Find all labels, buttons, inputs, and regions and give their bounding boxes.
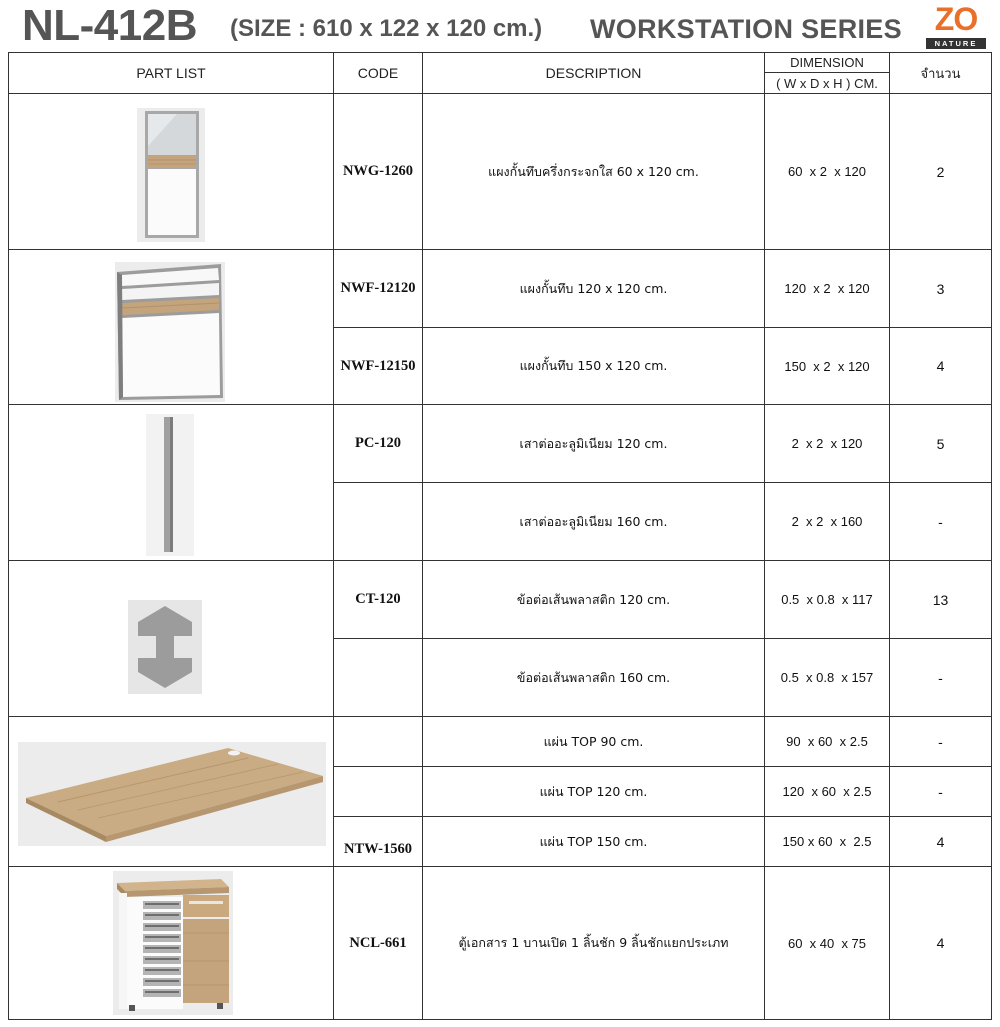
row-dimension: 0.5 x 0.8 x 157	[780, 670, 874, 685]
row-dimension: 60 x 2 x 120	[787, 164, 867, 179]
row-quantity: 13	[932, 591, 949, 608]
header-dimension: DIMENSION	[790, 55, 864, 70]
logo-subtitle: NATURE	[926, 38, 986, 49]
row-dimension: 2 x 2 x 160	[791, 514, 863, 529]
filing-cabinet-image	[113, 871, 233, 1015]
row-code: NWF-12150	[340, 357, 416, 374]
solid-panel-image	[115, 262, 225, 402]
row-dimension: 150 x 60 x 2.5	[782, 834, 872, 849]
table-top-image	[18, 742, 326, 846]
row-quantity: -	[938, 783, 943, 800]
header-code: CODE	[357, 65, 399, 81]
plastic-connector-image	[128, 600, 202, 694]
row-description: แผ่น TOP 120 cm.	[539, 783, 648, 799]
row-dimension: 2 x 2 x 120	[791, 436, 863, 451]
row-description: แผ่น TOP 150 cm.	[539, 833, 648, 849]
row-dimension: 150 x 2 x 120	[784, 358, 870, 374]
row-quantity: 4	[936, 935, 945, 951]
row-code: NTW-1560	[344, 841, 412, 857]
header-dimension-unit: ( W x D x H ) CM.	[776, 75, 878, 91]
row-code: NWF-12120	[340, 280, 416, 296]
series-title: WORKSTATION SERIES	[590, 14, 902, 44]
row-code: NWG-1260	[342, 163, 414, 179]
row-quantity: 3	[936, 280, 945, 297]
header-description: DESCRIPTION	[545, 65, 642, 81]
row-description: เสาต่ออะลูมิเนียม 160 cm.	[519, 513, 668, 529]
row-description: เสาต่ออะลูมิเนียม 120 cm.	[519, 435, 668, 451]
row-dimension: 120 x 60 x 2.5	[782, 784, 872, 799]
row-code	[334, 717, 422, 766]
row-quantity: 2	[936, 163, 945, 180]
row-description: แผงกั้นทึบ 120 x 120 cm.	[519, 280, 668, 296]
row-code	[334, 639, 422, 716]
header-quantity: จำนวน	[920, 66, 961, 82]
row-quantity: -	[938, 669, 943, 686]
row-code	[334, 767, 422, 816]
glass-panel-image	[137, 108, 205, 242]
row-description: ข้อต่อเส้นพลาสติก 120 cm.	[516, 591, 671, 607]
row-description: แผงกั้นทึบครึ่งกระจกใส 60 x 120 cm.	[488, 163, 699, 179]
row-dimension: 90 x 60 x 2.5	[786, 734, 868, 749]
row-code: PC-120	[355, 435, 401, 451]
size-label: (SIZE : 610 x 122 x 120 cm.)	[230, 15, 543, 42]
model-number: NL-412B	[22, 1, 197, 50]
row-quantity: 4	[936, 833, 945, 850]
row-description: แผงกั้นทึบ 150 x 120 cm.	[519, 358, 668, 373]
row-code	[334, 483, 422, 560]
row-dimension: 60 x 40 x 75	[787, 935, 867, 951]
row-quantity: 4	[936, 358, 945, 374]
row-description: ข้อต่อเส้นพลาสติก 160 cm.	[516, 669, 671, 685]
row-dimension: 120 x 2 x 120	[784, 281, 870, 296]
row-description: ตู้เอกสาร 1 บานเปิด 1 ลิ้นชัก 9 ลิ้นชักแยกประเภท	[458, 935, 729, 950]
row-quantity: 5	[936, 435, 945, 452]
row-code: CT-120	[355, 591, 401, 607]
row-dimension: 0.5 x 0.8 x 117	[781, 592, 873, 607]
row-code: NCL-661	[349, 934, 407, 951]
row-description: แผ่น TOP 90 cm.	[543, 733, 644, 749]
header-part-list: PART LIST	[136, 65, 206, 81]
row-quantity: -	[938, 513, 943, 530]
row-quantity: -	[938, 733, 943, 750]
aluminium-pole-image	[146, 414, 194, 556]
logo-mark: ZO	[934, 1, 978, 37]
